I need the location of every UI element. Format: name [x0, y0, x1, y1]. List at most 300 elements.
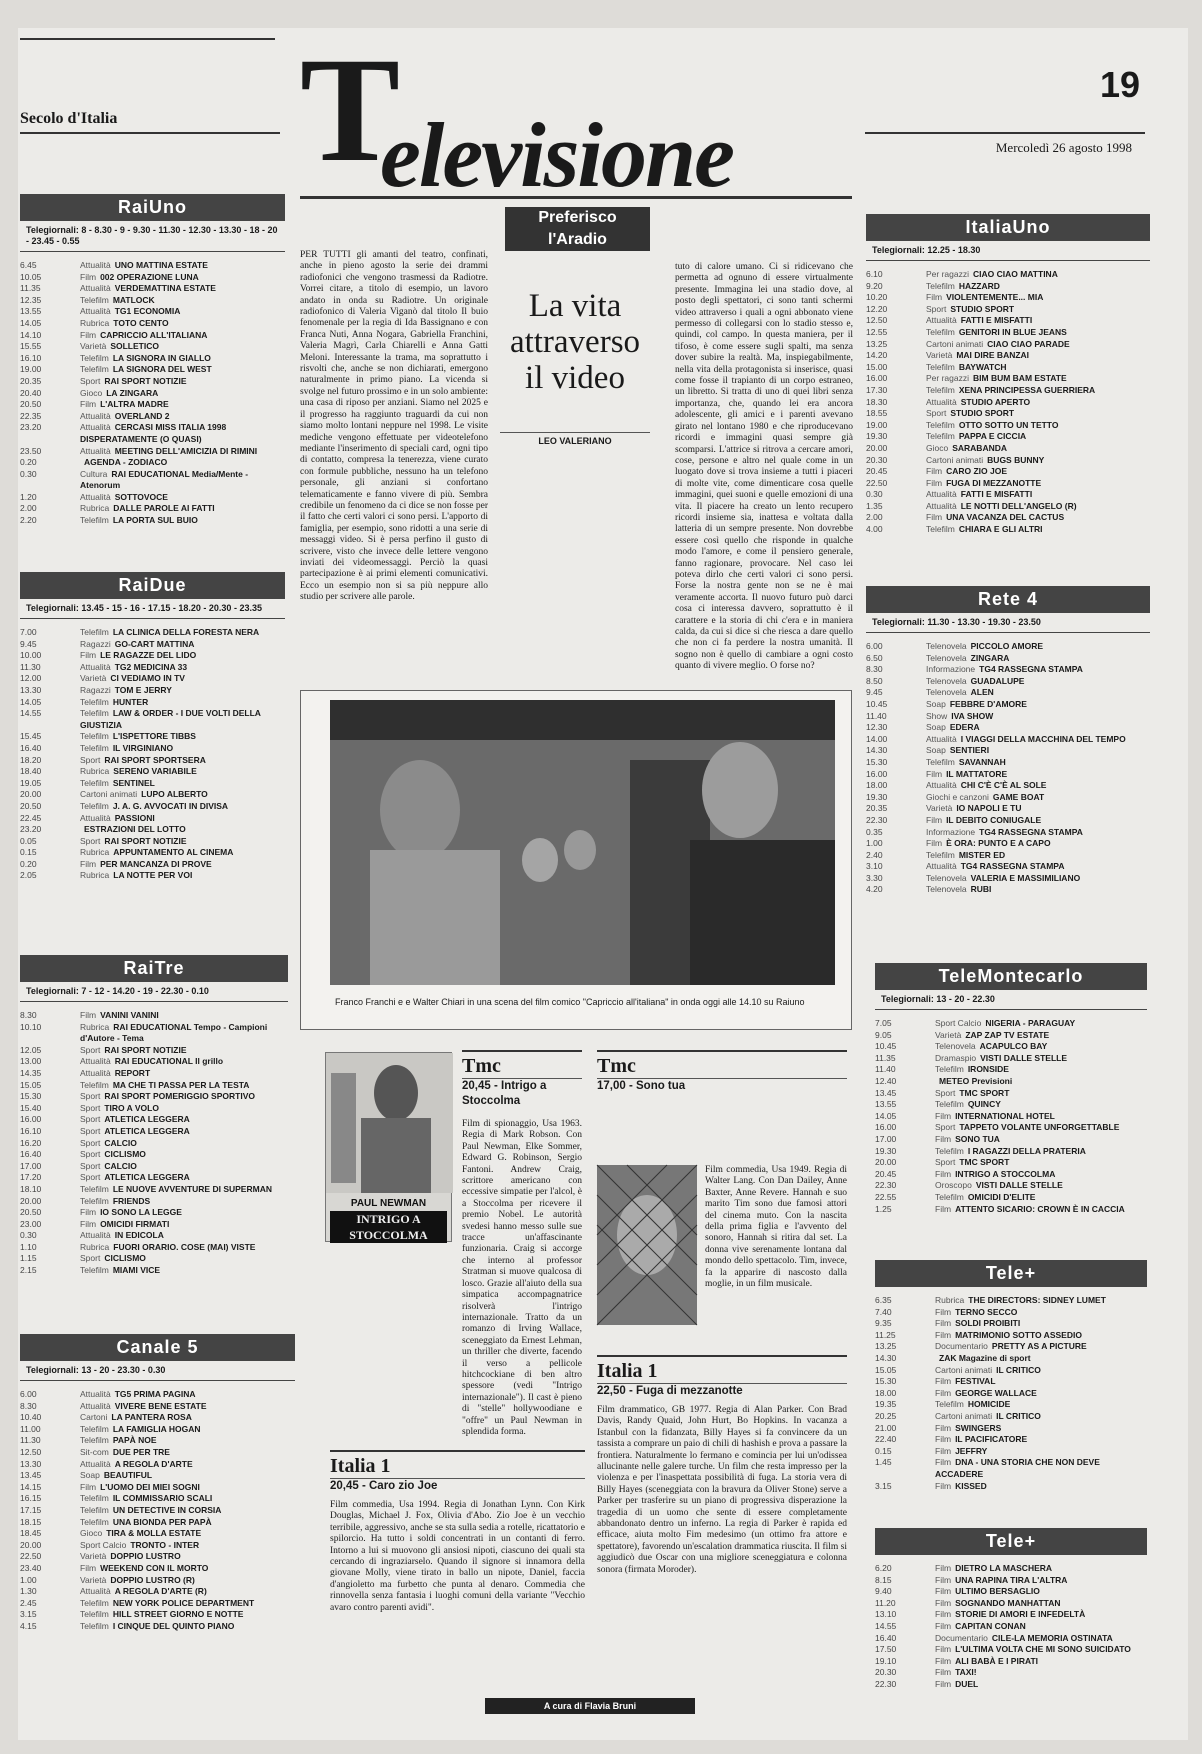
- schedule-program: TOM E JERRY: [114, 684, 172, 695]
- schedule-row: [20, 1412, 295, 1424]
- schedule-time: 2.20: [20, 515, 37, 526]
- schedule-time: 11.30: [20, 661, 41, 672]
- schedule-row: [20, 1424, 295, 1436]
- schedule-row: [20, 766, 285, 778]
- channel-name: Rete 4: [866, 586, 1150, 613]
- schedule-program: FESTIVAL: [955, 1376, 996, 1387]
- review-tmc-sonotua: [597, 1050, 847, 1094]
- schedule-program: TMC SPORT: [959, 1087, 1010, 1098]
- schedule-genre: Documentario: [935, 1341, 988, 1352]
- schedule-time: 9.45: [20, 638, 37, 649]
- schedule-genre: Telefilm: [80, 1265, 109, 1276]
- schedule-time: 13.55: [20, 306, 42, 317]
- schedule-row: [20, 836, 285, 848]
- schedule-program: CIAO CIAO PARADE: [987, 338, 1070, 349]
- schedule-genre: Film: [935, 1376, 952, 1387]
- schedule-genre: Varietà: [80, 1574, 107, 1585]
- schedule-program: ZAK Magazine di sport: [939, 1352, 1031, 1363]
- schedule-program: LE NOTTI DELL'ANGELO (R): [960, 500, 1077, 511]
- schedule-genre: Telefilm: [926, 280, 955, 291]
- schedule-row: [866, 641, 1150, 653]
- schedule-time: 6.20: [875, 1563, 892, 1573]
- schedule-genre: Ragazzi: [80, 684, 111, 695]
- schedule-row: [20, 272, 285, 284]
- schedule-program: TAXI!: [955, 1667, 977, 1678]
- schedule-program: OVERLAND 2: [114, 410, 170, 421]
- schedule-time: 6.50: [866, 652, 883, 663]
- schedule-row: [20, 859, 285, 871]
- schedule-time: 21.00: [875, 1422, 897, 1433]
- schedule-row: [20, 1068, 288, 1080]
- schedule-time: 3.15: [875, 1480, 892, 1491]
- schedule-time: 14.00: [866, 733, 888, 744]
- schedule-genre: Cartoni animati: [935, 1364, 993, 1375]
- schedule-row: [20, 1540, 295, 1552]
- schedule-row: [866, 408, 1150, 420]
- schedule-genre: Attualità: [926, 500, 957, 511]
- schedule-program: MISTER ED: [958, 849, 1006, 860]
- schedule-program: UNA RAPINA TIRA L'ALTRA: [955, 1574, 1068, 1585]
- schedule-row: [20, 1459, 295, 1471]
- news-times: Telegiornali: 8 - 8.30 - 9 - 9.30 - 11.30 - 12.30 - 13.30 - 18 - 20 - 23.45 - 0.55: [20, 221, 285, 252]
- schedule-time: 20.45: [866, 466, 888, 477]
- schedule-row: [875, 1388, 1147, 1400]
- feature-byline: LEO VALERIANO: [500, 432, 650, 446]
- schedule-time: 20.30: [875, 1667, 897, 1678]
- schedule-program: A REGOLA D'ARTE: [114, 1458, 193, 1469]
- schedule-time: 13.30: [20, 1458, 42, 1469]
- schedule-row: [866, 884, 1150, 896]
- review-text: Film drammatico, GB 1977. Regia di Alan Parker. Con Brad Davis, Randy Quaid, John Hurt, Bo Hopkins. In vacanza a Istanbul con la fidanzata, Billy Hayes si fa convincere da un tassista a comprare un paio di chili di hashish e prova a passare la frontiera. Naturalmente lo fermano e comincia per lui un'odissea allucinante nelle galere turche. Un film che resta impresso per la violenza e per l'inaspettata possibilità di fuga. La storia vera di Billy Hayes (sceneggiata con la bravura da Oliver Stone) serve a Parker per trasferire su un piano di progressiva disperazione la tragedia di un uomo che sente di essere completamente abbandonato dentro un inferno. La regia di Parker è rapida ed efficace, aiuta molto Fim medesimo (un ottimo fra attore e spettatore), favorendo un'escalation drammatica riuscita. Il film si aggiudicò due Oscar con una migliore sceneggiatura e colonna sonora (firmata Moroder).: [597, 1405, 847, 1575]
- schedule-program: OMICIDI D'ELITE: [967, 1191, 1036, 1202]
- schedule-program: IO NAPOLI E TU: [956, 803, 1022, 814]
- schedule-row: [866, 687, 1150, 699]
- schedule-time: 23.40: [20, 1562, 42, 1573]
- schedule-row: [20, 1621, 295, 1633]
- channel-rai1: [20, 194, 285, 527]
- schedule-program: LA CLINICA DELLA FORESTA NERA: [112, 627, 260, 637]
- schedule-time: 0.20: [20, 858, 37, 869]
- schedule-row: [875, 1423, 1147, 1435]
- schedule-row: [875, 1457, 1147, 1480]
- schedule-program: RAI SPORT NOTIZIE: [104, 375, 187, 386]
- news-times: Telegiornali: 7 - 12 - 14.20 - 19 - 22.30 - 0.10: [20, 982, 288, 1002]
- schedule-row: [20, 318, 285, 330]
- schedule-row: [875, 1609, 1147, 1621]
- schedule-time: 9.35: [875, 1318, 892, 1329]
- schedule-genre: Attualità: [80, 422, 111, 433]
- channel-telemontecarlo: [875, 963, 1147, 1215]
- schedule-time: 23.20: [20, 422, 42, 433]
- schedule-program: TRONTO - INTER: [130, 1539, 200, 1550]
- schedule-time: 8.50: [866, 675, 883, 686]
- schedule-genre: Sport: [80, 835, 101, 846]
- schedule-row: [875, 1307, 1147, 1319]
- schedule-genre: Sport: [80, 1137, 101, 1148]
- schedule-time: 16.40: [20, 1149, 42, 1160]
- schedule-genre: Cartoni animati: [80, 789, 138, 800]
- schedule-row: [875, 1376, 1147, 1388]
- schedule-time: 1.20: [20, 491, 37, 502]
- schedule-program: ATLETICA LEGGERA: [104, 1114, 190, 1125]
- schedule-program: PER MANCANZA DI PROVE: [100, 858, 212, 869]
- schedule-time: 20.50: [20, 399, 42, 410]
- schedule-genre: Attualità: [80, 661, 111, 672]
- schedule-genre: Cartoni animati: [926, 338, 984, 349]
- schedule-row: [875, 1318, 1147, 1330]
- schedule-row: [875, 1598, 1147, 1610]
- schedule-genre: Telenovela: [926, 675, 967, 686]
- schedule-time: 19.30: [866, 791, 888, 802]
- schedule-row: [20, 411, 285, 423]
- news-times: Telegiornali: 11.30 - 13.30 - 19.30 - 23.50: [866, 613, 1150, 633]
- schedule-row: [875, 1633, 1147, 1645]
- schedule-row: [866, 722, 1150, 734]
- schedule-time: 12.05: [20, 1044, 42, 1055]
- schedule-row: [866, 327, 1150, 339]
- schedule-time: 10.45: [866, 698, 888, 709]
- schedule-program: TIRO A VOLO: [104, 1102, 159, 1113]
- schedule-row: [20, 1609, 295, 1621]
- schedule-time: 12.50: [20, 1446, 42, 1457]
- schedule-time: 8.30: [20, 1010, 37, 1020]
- schedule-genre: Per ragazzi: [926, 373, 969, 384]
- schedule-time: 11.35: [875, 1052, 896, 1063]
- schedule-time: 6.10: [866, 269, 883, 279]
- schedule-program: ULTIMO BERSAGLIO: [955, 1586, 1040, 1597]
- schedule-time: 19.05: [20, 777, 42, 788]
- schedule-row: [875, 1667, 1147, 1679]
- schedule-program: SENTINEL: [112, 777, 155, 788]
- channel-rai3: [20, 955, 288, 1277]
- channel-italia1: [866, 214, 1150, 536]
- schedule-program: VIOLENTEMENTE... MIA: [946, 292, 1044, 303]
- channel-rai2: [20, 572, 285, 882]
- schedule-time: 13.55: [875, 1099, 897, 1110]
- schedule-genre: Telefilm: [80, 1504, 109, 1515]
- schedule-row: [20, 1401, 295, 1413]
- schedule-genre: Film: [926, 477, 943, 488]
- schedule-program: RAI EDUCATIONAL Il grillo: [114, 1056, 224, 1067]
- schedule-genre: Rubrica: [80, 317, 110, 328]
- schedule-genre: Attualità: [926, 733, 957, 744]
- schedule-time: 0.15: [20, 847, 37, 858]
- schedule-genre: Film: [80, 650, 97, 661]
- schedule-genre: Telenovela: [926, 652, 967, 663]
- schedule-program: IN EDICOLA: [114, 1230, 164, 1241]
- schedule-genre: Telefilm: [80, 364, 109, 375]
- schedule-program: LE NUOVE AVVENTURE DI SUPERMAN: [112, 1183, 272, 1194]
- review-time-title: 22,50 - Fuga di mezzanotte: [597, 1385, 743, 1397]
- schedule-time: 15.40: [20, 1102, 42, 1113]
- schedule-program: AGENDA - ZODIACO: [84, 457, 168, 468]
- schedule-genre: Gioco: [80, 1528, 103, 1539]
- schedule-row: [866, 466, 1150, 478]
- schedule-program: IO SONO LA LEGGE: [100, 1207, 182, 1218]
- news-times: Telegiornali: 13.45 - 15 - 16 - 17.15 - 18.20 - 20.30 - 23.35: [20, 599, 285, 619]
- schedule-row: [875, 1041, 1147, 1053]
- channel-teleplus: [875, 1260, 1147, 1492]
- schedule-row: [875, 1399, 1147, 1411]
- news-times: Telegiornali: 13 - 20 - 22.30: [875, 990, 1147, 1010]
- schedule-row: [866, 792, 1150, 804]
- schedule-time: 15.45: [20, 731, 42, 742]
- schedule-program: TERNO SECCO: [955, 1306, 1018, 1317]
- schedule-genre: Telefilm: [80, 742, 109, 753]
- schedule-program: BUGS BUNNY: [987, 454, 1045, 465]
- schedule-genre: Film: [935, 1110, 952, 1121]
- schedule-program: UN DETECTIVE IN CORSIA: [112, 1504, 222, 1515]
- schedule-time: 10.20: [866, 292, 888, 303]
- schedule-genre: Rubrica: [80, 1241, 110, 1252]
- schedule-genre: Film: [935, 1168, 952, 1179]
- schedule-row: [875, 1088, 1147, 1100]
- schedule-time: 9.45: [866, 687, 883, 698]
- schedule-time: 23.20: [20, 824, 42, 835]
- schedule-time: 3.30: [866, 872, 883, 883]
- schedule-time: 20.00: [875, 1157, 897, 1168]
- review-channel: Italia 1: [330, 1455, 391, 1477]
- schedule-time: 20.50: [20, 1207, 42, 1218]
- schedule-row: [866, 827, 1150, 839]
- schedule-time: 13.45: [20, 1470, 42, 1481]
- schedule-genre: Documentario: [935, 1632, 988, 1643]
- schedule-program: 002 OPERAZIONE LUNA: [100, 271, 199, 282]
- newspaper-name: Secolo d'Italia: [20, 110, 118, 127]
- channel-rete4: [866, 586, 1150, 896]
- schedule-genre: Telefilm: [80, 515, 109, 526]
- schedule-genre: Film: [935, 1306, 952, 1317]
- schedule-genre: Telefilm: [80, 1620, 109, 1631]
- schedule-program: VIVERE BENE ESTATE: [114, 1400, 207, 1411]
- schedule-program: STUDIO SPORT: [950, 303, 1015, 314]
- schedule-time: 11.30: [20, 1435, 41, 1446]
- schedule-row: [875, 1563, 1147, 1575]
- schedule-program: TG1 ECONOMIA: [114, 306, 181, 317]
- schedule-program: SENTIERI: [949, 745, 990, 756]
- review-text-sonotua-a: [597, 1110, 847, 1162]
- schedule-genre: Sport: [80, 1149, 101, 1160]
- schedule-time: 2.00: [20, 503, 37, 514]
- schedule-genre: Attualità: [80, 1056, 111, 1067]
- schedule-genre: Film: [935, 1387, 952, 1398]
- kicker-line-2: l'Aradio: [548, 231, 607, 248]
- schedule-program: CI VEDIAMO IN TV: [110, 673, 185, 684]
- schedule-genre: Sport: [935, 1122, 956, 1133]
- schedule-time: 1.10: [20, 1241, 37, 1252]
- schedule-time: 2.00: [866, 512, 883, 523]
- schedule-genre: Telefilm: [935, 1145, 964, 1156]
- schedule-genre: Attualità: [926, 396, 957, 407]
- schedule-genre: Attualità: [926, 315, 957, 326]
- schedule-genre: Telefilm: [80, 1597, 109, 1608]
- masthead-title: elevisione: [380, 104, 733, 206]
- schedule-genre: Film: [935, 1609, 952, 1620]
- schedule-program: ESTRAZIONI DEL LOTTO: [84, 824, 186, 835]
- schedule-genre: Attualità: [80, 1067, 111, 1078]
- schedule-program: L'ALTRA MADRE: [100, 399, 169, 410]
- schedule-genre: Telefilm: [80, 1195, 109, 1206]
- schedule-program: CIAO CIAO MATTINA: [973, 269, 1058, 279]
- schedule-row: [875, 1204, 1147, 1216]
- schedule-program: CARO ZIO JOE: [946, 466, 1007, 477]
- schedule-program: PICCOLO AMORE: [970, 641, 1044, 651]
- schedule-row: [20, 515, 285, 527]
- schedule-program: CICLISMO: [104, 1149, 146, 1160]
- schedule-genre: Sport: [80, 1102, 101, 1113]
- schedule-time: 13.00: [20, 1056, 42, 1067]
- schedule-time: 22.45: [20, 812, 42, 823]
- schedule-row: [20, 1172, 288, 1184]
- news-times: Telegiornali: 12.25 - 18.30: [866, 241, 1150, 261]
- schedule-genre: Telefilm: [935, 1399, 964, 1410]
- schedule-program: OMICIDI FIRMATI: [100, 1218, 170, 1229]
- schedule-genre: Soap: [926, 698, 946, 709]
- schedule-time: 20.35: [866, 803, 888, 814]
- schedule-time: 14.55: [875, 1620, 897, 1631]
- channel-name: Canale 5: [20, 1334, 295, 1361]
- schedule-row: [866, 512, 1150, 524]
- schedule-program: EDERA: [949, 722, 980, 733]
- schedule-program: FATTI E MISFATTI: [960, 315, 1033, 326]
- schedule-program: JEFFRY: [955, 1445, 988, 1456]
- schedule-row: [20, 306, 285, 318]
- schedule-time: 22.40: [875, 1434, 897, 1445]
- schedule-program: FATTI E MISFATTI: [960, 489, 1033, 500]
- schedule-time: 0.30: [866, 489, 883, 500]
- schedule-program: DOPPIO LUSTRO: [110, 1551, 181, 1562]
- schedule-program: MA CHE TI PASSA PER LA TESTA: [112, 1079, 250, 1090]
- schedule-time: 12.35: [20, 294, 42, 305]
- schedule-genre: Sport: [80, 1253, 101, 1264]
- schedule-row: [866, 769, 1150, 781]
- schedule-genre: Telefilm: [80, 696, 109, 707]
- schedule-genre: Film: [935, 1422, 952, 1433]
- schedule-time: 15.30: [875, 1376, 897, 1387]
- schedule-program: L'UOMO DEI MIEI SOGNI: [100, 1481, 200, 1492]
- schedule-row: [866, 699, 1150, 711]
- schedule-program: MEETING DELL'AMICIZIA DI RIMINI: [114, 445, 258, 456]
- schedule-time: 13.25: [866, 338, 888, 349]
- schedule-genre: Attualità: [80, 445, 111, 456]
- schedule-program: LA SIGNORA DEL WEST: [112, 364, 212, 375]
- schedule-genre: Film: [80, 399, 97, 410]
- schedule-row: [20, 1161, 288, 1173]
- schedule-time: 20.40: [20, 387, 42, 398]
- schedule-time: 19.30: [866, 431, 888, 442]
- kicker-line-1: Preferisco: [538, 209, 617, 226]
- schedule-genre: Telefilm: [926, 849, 955, 860]
- schedule-row: [20, 650, 285, 662]
- schedule-genre: Sport: [80, 1044, 101, 1055]
- schedule-row: [20, 755, 285, 767]
- review-time-title: 17,00 - Sono tua: [597, 1080, 686, 1092]
- schedule-row: [20, 1265, 288, 1277]
- schedule-row: [866, 269, 1150, 281]
- schedule-row: [20, 492, 285, 504]
- schedule-program: LA PORTA SUL BUIO: [112, 515, 198, 526]
- schedule-time: 18.10: [20, 1183, 42, 1194]
- schedule-time: 16.15: [20, 1493, 42, 1504]
- schedule-time: 18.15: [20, 1516, 42, 1527]
- schedule-row: [875, 1018, 1147, 1030]
- schedule-time: 2.40: [866, 849, 883, 860]
- schedule-time: 19.30: [875, 1145, 897, 1156]
- schedule-program: IVA SHOW: [951, 710, 994, 721]
- schedule-genre: Film: [935, 1574, 952, 1585]
- schedule-row: [875, 1341, 1147, 1353]
- schedule-program: PASSIONI: [114, 812, 155, 823]
- schedule-program: XENA PRINCIPESSA GUERRIERA: [958, 384, 1096, 395]
- schedule-row: [875, 1434, 1147, 1446]
- masthead-initial: T: [300, 27, 401, 193]
- schedule-time: 20.00: [866, 442, 888, 453]
- schedule-time: 23.00: [20, 1218, 42, 1229]
- schedule-row: [20, 1022, 288, 1045]
- schedule-time: 12.50: [866, 315, 888, 326]
- schedule-genre: Sit-com: [80, 1446, 109, 1457]
- schedule-program: IL PACIFICATORE: [955, 1434, 1028, 1445]
- schedule-row: [866, 757, 1150, 769]
- feature-headline: [495, 288, 655, 396]
- schedule-row: [875, 1053, 1147, 1065]
- schedule-time: 0.20: [20, 457, 37, 468]
- schedule-program: IL MATTATORE: [946, 768, 1008, 779]
- schedule-row: [875, 1621, 1147, 1633]
- schedule-time: 16.00: [866, 768, 888, 779]
- schedule-genre: Telenovela: [926, 687, 967, 698]
- schedule-row: [20, 503, 285, 515]
- schedule-time: 20.00: [20, 1195, 42, 1206]
- schedule-genre: Film: [80, 1010, 97, 1020]
- schedule-row: [20, 295, 285, 307]
- schedule-row: [20, 662, 285, 674]
- schedule-genre: Telefilm: [926, 419, 955, 430]
- schedule-time: 9.40: [875, 1586, 892, 1597]
- schedule-time: 8.15: [875, 1574, 892, 1585]
- schedule-row: [875, 1122, 1147, 1134]
- poster-title: INTRIGO A STOCCOLMA: [330, 1211, 447, 1243]
- schedule-genre: Attualità: [80, 1586, 111, 1597]
- schedule-genre: Attualità: [80, 283, 111, 294]
- schedule-genre: Show: [926, 710, 948, 721]
- schedule-program: ZAP ZAP TV ESTATE: [965, 1029, 1050, 1040]
- schedule-genre: Telefilm: [80, 1516, 109, 1527]
- schedule-row: [20, 283, 285, 295]
- schedule-time: 22.30: [875, 1678, 897, 1689]
- schedule-program: TG2 MEDICINA 33: [114, 661, 188, 672]
- schedule-time: 16.40: [875, 1632, 897, 1643]
- schedule-time: 22.50: [866, 477, 888, 488]
- schedule-row: [875, 1353, 1147, 1365]
- schedule-time: 22.50: [20, 1551, 42, 1562]
- schedule-time: 19.35: [875, 1399, 897, 1410]
- schedule-row: [20, 1575, 295, 1587]
- schedule-row: [20, 870, 285, 882]
- schedule-program: GO-CART MATTINA: [114, 638, 195, 649]
- schedule-program: MAI DIRE BANZAI: [956, 350, 1030, 361]
- schedule-row: [20, 847, 285, 859]
- schedule-row: [20, 1493, 295, 1505]
- schedule-program: BEAUTIFUL: [103, 1470, 153, 1481]
- schedule-row: [866, 838, 1150, 850]
- schedule-genre: Film: [935, 1457, 952, 1468]
- schedule-program: RAI SPORT NOTIZIE: [104, 835, 187, 846]
- schedule-genre: Film: [926, 838, 943, 849]
- schedule-genre: Film: [935, 1480, 952, 1491]
- schedule-program: MATRIMONIO SOTTO ASSEDIO: [955, 1329, 1082, 1340]
- channel-name: RaiTre: [20, 955, 288, 982]
